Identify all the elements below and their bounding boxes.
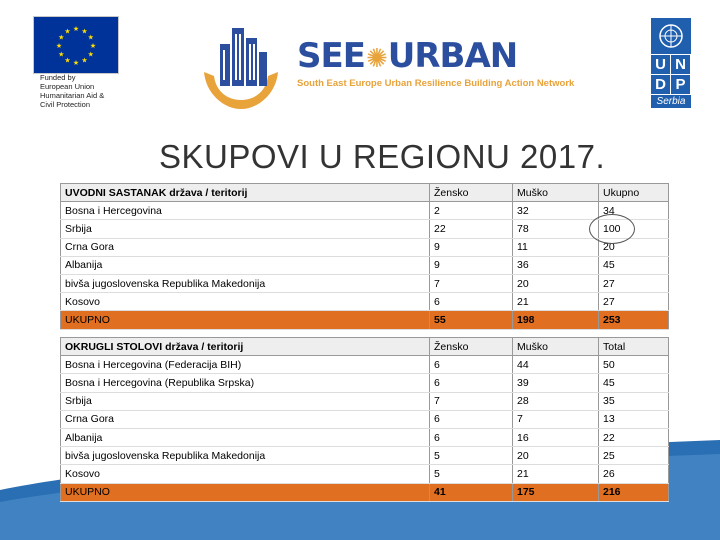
round-tables-table (60, 337, 669, 502)
table-row (61, 220, 669, 238)
table-cell: 45 (599, 374, 669, 392)
table-cell: 26 (599, 465, 669, 483)
eu-caption-line: Humanitarian Aid & (40, 91, 105, 100)
table-cell: 11 (513, 238, 599, 256)
table-total-row (61, 483, 669, 501)
eu-star-icon: ★ (72, 26, 80, 33)
table-cell: 28 (513, 392, 599, 410)
table-cell: 22 (430, 220, 513, 238)
eu-star-icon: ★ (87, 51, 94, 59)
table-cell: 253 (599, 311, 669, 329)
table-cell: 16 (513, 428, 599, 446)
table-cell: 20 (513, 274, 599, 292)
eu-caption (40, 73, 140, 109)
table-cell: 32 (513, 202, 599, 220)
table-cell: Crna Gora (61, 238, 430, 256)
table-cell: 5 (430, 447, 513, 465)
table-cell: 198 (513, 311, 599, 329)
table-row (61, 293, 669, 311)
table-cell: Žensko (430, 338, 513, 356)
un-emblem-icon (651, 18, 691, 54)
eu-star-icon: ★ (81, 28, 88, 36)
undp-letter: U (651, 55, 670, 74)
eu-star-icon: ★ (55, 43, 63, 50)
table-cell: UVODNI SASTANAK država / teritorij (61, 184, 430, 202)
table-cell: 78 (513, 220, 599, 238)
table-row (61, 274, 669, 292)
eu-star-icon: ★ (89, 43, 97, 50)
eu-star-icon: ★ (58, 34, 65, 42)
table-header (61, 184, 669, 202)
table-cell: 41 (430, 483, 513, 501)
star-icon: ✺ (365, 44, 387, 74)
table-cell: 13 (599, 410, 669, 428)
eu-star-icon: ★ (64, 28, 71, 36)
table-cell: Bosna i Hercegovina (Republika Srpska) (61, 374, 430, 392)
see-urban-tagline: South East Europe Urban Resilience Building Action Network (297, 78, 575, 89)
table-cell: 45 (599, 256, 669, 274)
table-cell: 50 (599, 356, 669, 374)
table-cell: bivša jugoslovenska Republika Makedonija (61, 274, 430, 292)
table-cell: 21 (513, 293, 599, 311)
table-row (61, 238, 669, 256)
undp-logo (651, 18, 691, 118)
table-cell: 9 (430, 256, 513, 274)
meetings-table (60, 183, 669, 330)
table-row (61, 428, 669, 446)
highlight-circle (589, 214, 635, 244)
table-row (61, 356, 669, 374)
table-cell: Bosna i Hercegovina (61, 202, 430, 220)
undp-letter: N (671, 55, 690, 74)
table-cell: 35 (599, 392, 669, 410)
table-cell: Žensko (430, 184, 513, 202)
table-cell: Muško (513, 338, 599, 356)
table-row (61, 392, 669, 410)
table-cell: 6 (430, 428, 513, 446)
table-row (61, 410, 669, 428)
table-row (61, 374, 669, 392)
eu-caption-line: Civil Protection (40, 100, 91, 109)
table-cell: 6 (430, 293, 513, 311)
eu-star-icon: ★ (72, 60, 80, 67)
table-cell: 20 (513, 447, 599, 465)
eu-caption-line: European Union (40, 82, 95, 91)
table-cell: bivša jugoslovenska Republika Makedonija (61, 447, 430, 465)
table-cell: 7 (513, 410, 599, 428)
table-cell: Kosovo (61, 293, 430, 311)
page-title: SKUPOVI U REGIONU 2017. (159, 138, 606, 175)
table-cell: 44 (513, 356, 599, 374)
table-cell: 6 (430, 356, 513, 374)
table-cell: 2 (430, 202, 513, 220)
table-cell: Albanija (61, 256, 430, 274)
see-urban-logo-icon (196, 14, 286, 114)
table-row (61, 202, 669, 220)
table-cell: 6 (430, 410, 513, 428)
table-cell: OKRUGLI STOLOVI država / teritorij (61, 338, 430, 356)
table-cell: 27 (599, 293, 669, 311)
table-header (61, 338, 669, 356)
table-cell: 39 (513, 374, 599, 392)
table-cell: Srbija (61, 392, 430, 410)
eu-flag-icon (33, 16, 119, 74)
table-cell: 9 (430, 238, 513, 256)
eu-star-icon: ★ (58, 51, 65, 59)
table-cell: 6 (430, 374, 513, 392)
wordmark-see: SEE (297, 36, 365, 76)
table-cell: 34 (599, 202, 669, 220)
table-cell: 7 (430, 274, 513, 292)
table-cell: Ukupno (599, 184, 669, 202)
table-cell: 175 (513, 483, 599, 501)
table-cell: 20 (599, 238, 669, 256)
table-row (61, 256, 669, 274)
table-cell: Muško (513, 184, 599, 202)
table-cell: UKUPNO (61, 311, 430, 329)
table-cell: UKUPNO (61, 483, 430, 501)
undp-country: Serbia (651, 95, 691, 108)
table-total-row (61, 311, 669, 329)
table-row (61, 465, 669, 483)
undp-letter: D (651, 75, 670, 94)
table-cell: 22 (599, 428, 669, 446)
table-cell: 27 (599, 274, 669, 292)
table-cell: Total (599, 338, 669, 356)
table-cell: 100 (599, 220, 669, 238)
see-urban-wordmark (297, 36, 517, 76)
table-row (61, 447, 669, 465)
table-cell: 5 (430, 465, 513, 483)
table-cell: 216 (599, 483, 669, 501)
table-cell: Kosovo (61, 465, 430, 483)
undp-letter: P (671, 75, 690, 94)
eu-star-icon: ★ (64, 57, 71, 65)
table-cell: 36 (513, 256, 599, 274)
table-cell: 7 (430, 392, 513, 410)
table-cell: Srbija (61, 220, 430, 238)
eu-star-icon: ★ (87, 34, 94, 42)
table-cell: 25 (599, 447, 669, 465)
table-cell: Bosna i Hercegovina (Federacija BIH) (61, 356, 430, 374)
table-cell: Albanija (61, 428, 430, 446)
wordmark-urban: URBAN (387, 36, 518, 76)
table-cell: 55 (430, 311, 513, 329)
eu-caption-line: Funded by (40, 73, 76, 82)
table-cell: Crna Gora (61, 410, 430, 428)
eu-star-icon: ★ (81, 57, 88, 65)
table-cell: 21 (513, 465, 599, 483)
